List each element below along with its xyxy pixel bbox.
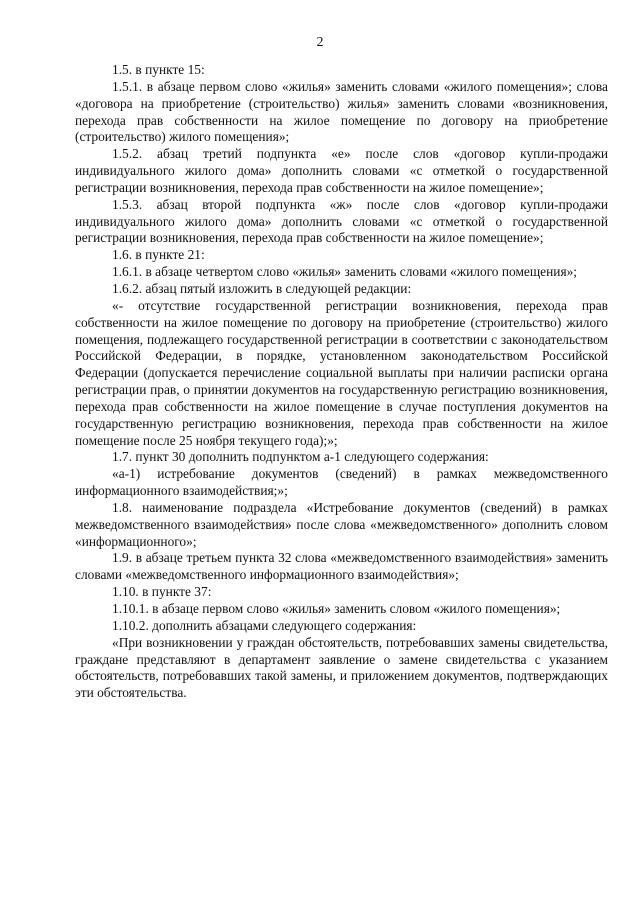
paragraph: 1.6. в пункте 21: (112, 247, 205, 263)
paragraph: 1.10. в пункте 37: (112, 584, 212, 600)
paragraph: 1.9. в абзаце третьем пункта 32 слова «межведомственного взаимодействия» заменить словами «межведомственного информационного взаимодействия»; (75, 550, 608, 583)
paragraph: 1.5.3. абзац второй подпункта «ж» после слов «договор купли-продажи индивидуального жилого дома» дополнить словами «с отметкой о государственной регистрации возникновения, перехода прав собственности на жилое помещение»; (75, 196, 608, 246)
paragraph: 1.5.2. абзац третий подпункта «е» после слов «договор купли-продажи индивидуального жилого дома» дополнить словами «с отметкой о государственной регистрации возникновения, перехода прав собственности на жилое помещение»; (75, 146, 608, 195)
paragraph: 1.8. наименование подраздела «Истребование документов (сведений) в рамках межведомственного взаимодействия» после слова «межведомственного» дополнить словом «информационного»; (75, 499, 608, 549)
paragraph: 1.5.1. в абзаце первом слово «жилья» заменить словами «жилого помещения»; слова «договора на приобретение (строительство) жилья» заменить словами «возникновения, перехода прав собственности на жилое помещение по договору на приобретение (строительство) жилого помещения»; (75, 78, 608, 145)
document-body (75, 62, 608, 702)
paragraph: 1.10.1. в абзаце первом слово «жилья» заменить словом «жилого помещения»; (112, 601, 561, 616)
paragraph: 1.6.1. в абзаце четвертом слово «жилья» заменить словами «жилого помещения»; (112, 264, 578, 280)
page-number: 2 (316, 35, 324, 50)
paragraph: 1.5. в пункте 15: (112, 62, 205, 77)
paragraph: 1.6.2. абзац пятый изложить в следующей редакции: (112, 280, 412, 296)
paragraph: 1.10.2. дополнить абзацами следующего содержания: (112, 617, 417, 633)
paragraph: 1.7. пункт 30 дополнить подпунктом а-1 следующего содержания: (112, 449, 489, 465)
paragraph: «При возникновении у граждан обстоятельств, потребовавших замены свидетельства, граждане представляют в департамент заявление о замене свидетельства с указанием обстоятельств, потребовавших такой замены, и приложением документов, подтверждающих эти обстоятельства. (75, 634, 608, 701)
paragraph: «- отсутствие государственной регистрации возникновения, перехода прав собственности на жилое помещение по договору на приобретение (строительство) жилого помещения, подлежащего государственной регистрации в соответствии с законодательством Российской Федерации, в порядке, установленном законодательством Российской Федерации (допускается перечисление социальной выплаты при наличии расписки органа регистрации прав, о принятии документов на государственную регистрацию возникновения, перехода прав собственности на жилое помещение в случае поступления документов на государственную регистрацию возникновения, перехода прав собственности на жилое помещение после 25 ноября текущего года);»; (75, 297, 608, 448)
paragraph: «а-1) истребование документов (сведений) в рамках межведомственного информационного взаимодействия;»; (75, 466, 608, 499)
